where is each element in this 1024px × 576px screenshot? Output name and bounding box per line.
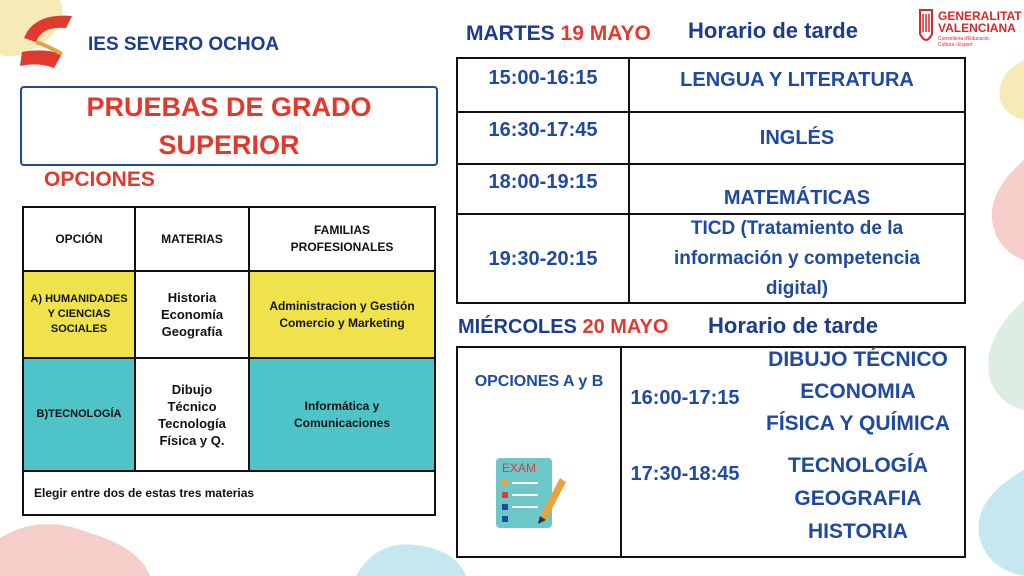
tuesday-heading (466, 22, 651, 46)
tuesday-subject-4: TICD (Tratamiento de la información y competencia digital) (673, 217, 920, 299)
school-logo-icon (14, 8, 84, 78)
wednesday-subject: HISTORIA (808, 520, 908, 543)
generalitat-crest-icon (918, 8, 934, 48)
tuesday-subject-3: MATEMÁTICAS (723, 187, 871, 209)
wednesday-heading (458, 316, 668, 339)
row-a-materias: Historia Economía Geografía (160, 290, 224, 339)
grid-line (134, 208, 136, 472)
row-a-option: A) HUMANIDADES Y CIENCIAS SOCIALES (24, 272, 134, 357)
wednesday-subject: DIBUJO TÉCNICO (768, 348, 948, 371)
tuesday-time-1: 15:00-16:15 (488, 67, 598, 89)
tuesday-time-4: 19:30-20:15 (488, 247, 598, 270)
decor-blob-right-1 (990, 60, 1024, 120)
grid-line (620, 348, 622, 556)
wednesday-subject: GEOGRAFIA (794, 487, 922, 510)
title-line-1: PRUEBAS DE GRADO (86, 92, 372, 122)
gv-line-3: Conselleria d'Educació, (938, 36, 991, 42)
grid-line (458, 111, 964, 113)
tuesday-subject-2: INGLÉS (759, 127, 835, 149)
tuesday-subject-1: LENGUA Y LITERATURA (680, 69, 914, 91)
wednesday-subjects-2 (750, 450, 966, 556)
options-table (22, 206, 436, 516)
header-opcion: OPCIÓN (55, 231, 103, 246)
wednesday-options-label: OPCIONES A y B (474, 373, 604, 390)
tuesday-shift: Horario de tarde (688, 18, 858, 43)
decor-blob-right-2 (984, 160, 1024, 260)
generalitat-logo (918, 6, 1022, 52)
exam-icon-label: EXAM (502, 461, 537, 475)
decor-blob-right-3 (980, 300, 1024, 410)
grid-line (24, 357, 434, 359)
header-materias: MATERIAS (161, 231, 223, 246)
gv-line-1: GENERALITAT (938, 9, 1022, 23)
grid-line (24, 470, 434, 472)
decor-blob-right-4 (960, 470, 1024, 576)
grid-line (458, 213, 964, 215)
grid-line (628, 59, 630, 302)
decor-blob-bottom-center (356, 540, 466, 576)
tuesday-time-3: 18:00-19:15 (488, 171, 598, 193)
grid-line (248, 208, 250, 472)
title-box (20, 86, 438, 166)
wednesday-subject: FÍSICA Y QUÍMICA (766, 412, 950, 435)
decor-blob-bottom-left (0, 518, 150, 576)
tuesday-time-2: 16:30-17:45 (488, 119, 598, 141)
school-name: IES SEVERO OCHOA (88, 34, 280, 55)
wednesday-day: MIÉRCOLES (458, 316, 577, 338)
gv-line-4: Cultura i Esport (938, 42, 973, 48)
grid-line (24, 270, 434, 272)
gv-line-2: VALENCIANA (938, 21, 1016, 35)
opciones-label: OPCIONES (44, 168, 155, 191)
row-b-materias: Dibujo Técnico Tecnología Física y Q. (158, 381, 226, 448)
wednesday-time-1: 16:00-17:15 (630, 387, 740, 409)
wednesday-date: 20 MAYO (582, 316, 669, 338)
tuesday-table (456, 57, 966, 304)
title-line-2: SUPERIOR (158, 130, 300, 160)
wednesday-shift: Horario de tarde (708, 313, 878, 338)
exam-icon (492, 454, 572, 534)
grid-line (458, 163, 964, 165)
options-footer: Elegir entre dos de estas tres materias (34, 485, 255, 500)
wednesday-time-2: 17:30-18:45 (630, 463, 740, 485)
row-b-familias: Informática y Comunicaciones (250, 359, 434, 470)
wednesday-subject: TECNOLOGÍA (788, 454, 928, 477)
tuesday-day: MARTES (466, 22, 555, 45)
wednesday-table (456, 346, 966, 558)
wednesday-subject: ECONOMIA (800, 380, 916, 403)
wednesday-subjects-1 (750, 348, 966, 444)
tuesday-date: 19 MAYO (560, 22, 651, 45)
row-a-familias: Administracion y Gestión Comercio y Marketing (250, 272, 434, 357)
row-b-option: B)TECNOLOGÍA (24, 359, 134, 470)
header-familias: FAMILIAS PROFESIONALES (290, 223, 394, 254)
